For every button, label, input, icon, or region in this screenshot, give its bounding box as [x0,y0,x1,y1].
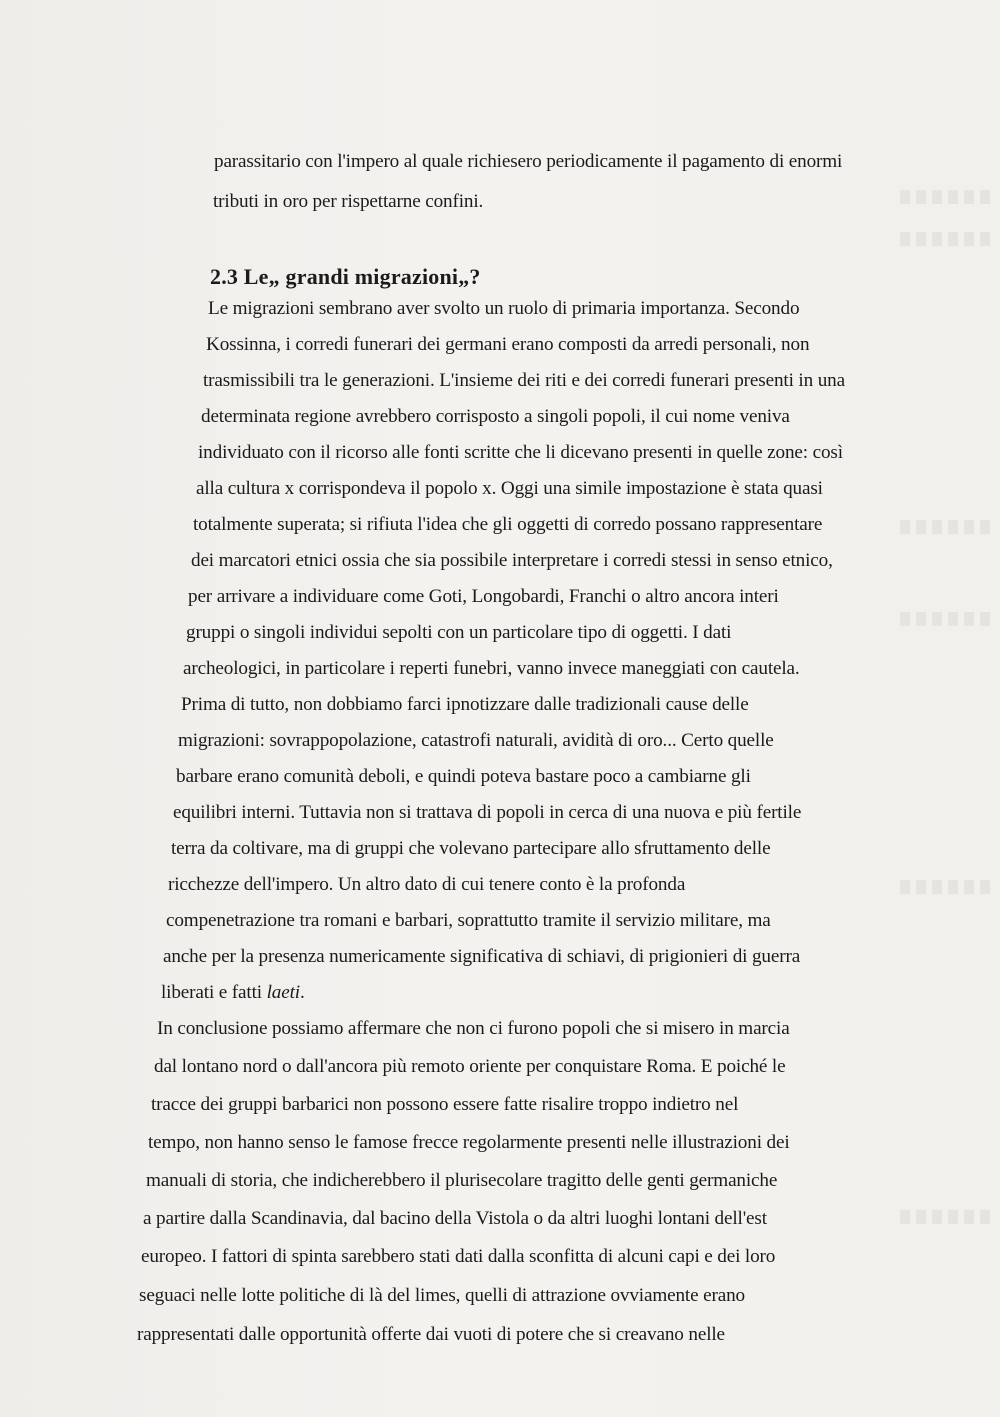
section-heading: 2.3 Le„ grandi migrazioni„? [210,264,481,289]
text-line: gruppi o singoli individui sepolti con un particolare tipo di oggetti. I dati [186,622,732,643]
bleed-through-mark [900,520,990,534]
text-line: terra da coltivare, ma di gruppi che volevano partecipare allo sfruttamento delle [171,838,771,859]
bleed-through-mark [900,190,990,204]
text-line: totalmente superata; si rifiuta l'idea che gli oggetti di corredo possano rappresentare [193,514,823,535]
text-line: equilibri interni. Tuttavia non si trattava di popoli in cerca di una nuova e più fertile [173,802,802,823]
text-line: a partire dalla Scandinavia, dal bacino della Vistola o da altri luoghi lontani dell'est [143,1208,767,1229]
text-line: In conclusione possiamo affermare che non ci furono popoli che si misero in marcia [157,1018,790,1039]
text-line: migrazioni: sovrappopolazione, catastrofi naturali, avidità di oro... Certo quelle [178,730,774,751]
text-line: per arrivare a individuare come Goti, Longobardi, Franchi o altro ancora interi [188,586,779,607]
text-line: archeologici, in particolare i reperti funebri, vanno invece maneggiati con cautela. [183,658,800,679]
text-line: tracce dei gruppi barbarici non possono essere fatte risalire troppo indietro nel [151,1094,739,1115]
bleed-through-mark [900,612,990,626]
text-line: Prima di tutto, non dobbiamo farci ipnotizzare dalle tradizionali cause delle [181,694,749,715]
text-line: trasmissibili tra le generazioni. L'insieme dei riti e dei corredi funerari presenti in una [203,370,845,391]
bleed-through-mark [900,880,990,894]
text-line: dal lontano nord o dall'ancora più remoto oriente per conquistare Roma. E poiché le [154,1056,786,1077]
text-line: parassitario con l'impero al quale richiesero periodicamente il pagamento di enormi [214,151,843,172]
text-line: manuali di storia, che indicherebbero il plurisecolare tragitto delle genti germaniche [146,1170,778,1191]
text-line: seguaci nelle lotte politiche di là del limes, quelli di attrazione ovviamente erano [139,1285,745,1306]
text-line: ricchezze dell'impero. Un altro dato di cui tenere conto è la profonda [168,874,686,895]
text-line-last [161,981,305,1005]
text-fragment: . [299,982,305,1003]
italic-term: laeti [266,982,300,1003]
text-line: tempo, non hanno senso le famose frecce regolarmente presenti nelle illustrazioni dei [148,1132,790,1153]
text-line: dei marcatori etnici ossia che sia possibile interpretare i corredi stessi in senso etnico, [191,550,833,571]
text-line: tributi in oro per rispettarne confini. [213,191,484,212]
text-line: Le migrazioni sembrano aver svolto un ruolo di primaria importanza. Secondo [208,298,800,319]
text-fragment: liberati e fatti [161,982,267,1003]
text-line: alla cultura x corrispondeva il popolo x. Oggi una simile impostazione è stata quasi [196,478,823,499]
text-line: barbare erano comunità deboli, e quindi poteva bastare poco a cambiarne gli [176,766,751,787]
text-line: Kossinna, i corredi funerari dei germani erano composti da arredi personali, non [206,334,810,355]
text-line: europeo. I fattori di spinta sarebbero stati dati dalla sconfitta di alcuni capi e dei loro [141,1246,776,1267]
text-line: anche per la presenza numericamente significativa di schiavi, di prigionieri di guerra [163,946,801,967]
text-line: individuato con il ricorso alle fonti scritte che li dicevano presenti in quelle zone: così [198,442,843,463]
text-line: rappresentati dalle opportunità offerte dai vuoti di potere che si creavano nelle [137,1324,725,1345]
text-line: determinata regione avrebbero corrisposto a singoli popoli, il cui nome veniva [201,406,790,427]
bleed-through-mark [900,232,990,246]
text-line: compenetrazione tra romani e barbari, soprattutto tramite il servizio militare, ma [166,910,771,931]
bleed-through-mark [900,1210,990,1224]
